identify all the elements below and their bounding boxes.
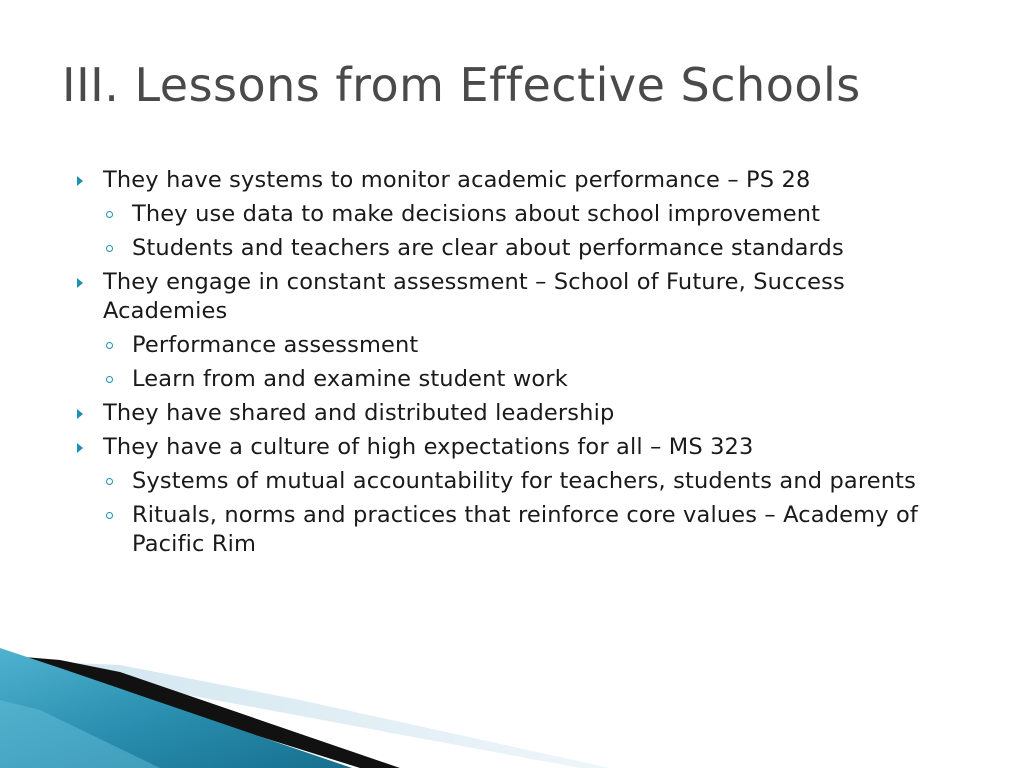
sub-bullet-text: Rituals, norms and practices that reinforce core values – Academy of Pacific Rim — [132, 502, 918, 557]
slide-title: III. Lessons from Effective Schools — [62, 58, 861, 112]
sub-bullet-text: Learn from and examine student work — [132, 366, 568, 392]
bullet-text: They have a culture of high expectations for all – MS 323 — [103, 434, 754, 460]
bullet-text: They have systems to monitor academic performance – PS 28 — [103, 167, 811, 193]
sub-bullet-text: Systems of mutual accountability for teachers, students and parents — [132, 468, 917, 494]
bullet-text: They engage in constant assessment – School of Future, Success Academies — [103, 269, 845, 324]
sub-bullet-text: Performance assessment — [132, 332, 419, 358]
sub-bullet-text: Students and teachers are clear about performance standards — [132, 235, 844, 261]
bullet-text: They have shared and distributed leadership — [103, 400, 615, 426]
sub-bullet-text: They use data to make decisions about school improvement — [132, 201, 821, 227]
